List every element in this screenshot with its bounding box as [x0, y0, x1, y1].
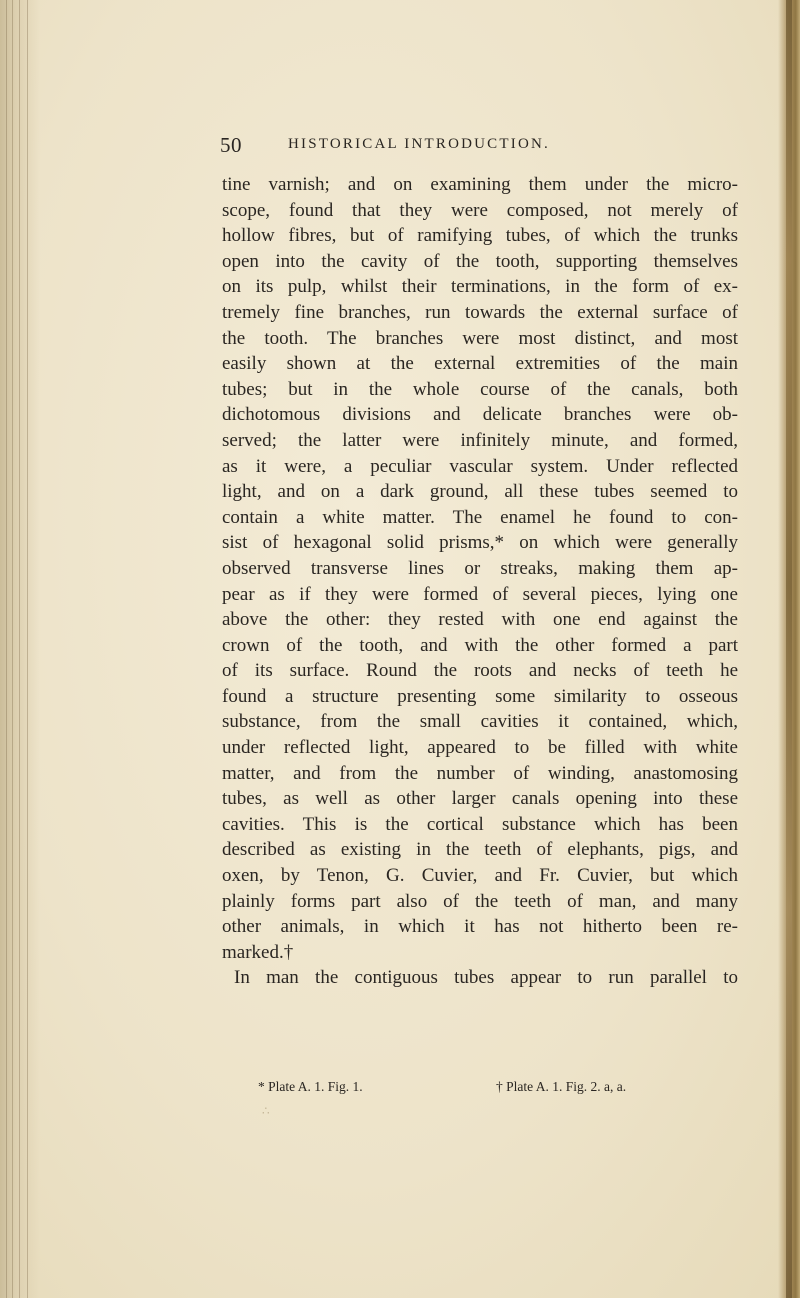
text-line: cavities. This is the cortical substance which has been: [222, 813, 738, 835]
page-number: 50: [220, 133, 242, 157]
text-line: above the other: they rested with one end against the: [222, 609, 738, 631]
text-line: crown of the tooth, and with the other formed a part: [222, 634, 738, 656]
text-line: hollow fibres, but of ramifying tubes, of which the trunks: [222, 225, 738, 247]
text-line: easily shown at the external extremities of the main: [222, 353, 738, 375]
text-line: In man the contiguous tubes appear to run parallel to: [234, 967, 738, 989]
text-line: pear as if they were formed of several pieces, lying one: [222, 583, 738, 605]
text-line: dichotomous divisions and delicate branches were ob-: [222, 404, 738, 426]
text-line: oxen, by Tenon, G. Cuvier, and Fr. Cuvier, but which: [222, 865, 738, 887]
ink-smudge-mark: ∴: [262, 1104, 270, 1118]
text-line: matter, and from the number of winding, anastomosing: [222, 762, 738, 784]
text-line: found a structure presenting some similarity to osseous: [222, 685, 738, 707]
text-line: under reflected light, appeared to be filled with white: [222, 737, 738, 759]
text-line: tubes, as well as other larger canals opening into these: [222, 788, 738, 810]
text-line: on its pulp, whilst their terminations, in the form of ex-: [222, 276, 738, 298]
text-line: sist of hexagonal solid prisms,* on which were generally: [222, 532, 738, 554]
text-line: open into the cavity of the tooth, supporting themselves: [222, 250, 738, 272]
footnotes: [0, 1079, 800, 1099]
text-line: the tooth. The branches were most distinct, and most: [222, 327, 738, 349]
text-line: observed transverse lines or streaks, making them ap-: [222, 557, 738, 579]
page-header: [0, 133, 800, 157]
page-gutter-shadow: [0, 0, 40, 1298]
page-edge-shadow: [786, 0, 792, 1298]
footnote-1: * Plate A. 1. Fig. 1.: [258, 1079, 363, 1094]
text-line: marked.†: [222, 941, 294, 963]
text-line: contain a white matter. The enamel he found to con-: [222, 506, 738, 528]
text-line: of its surface. Round the roots and necks of teeth he: [222, 660, 738, 682]
footnote-2: † Plate A. 1. Fig. 2. a, a.: [496, 1079, 627, 1094]
text-line: light, and on a dark ground, all these tubes seemed to: [222, 481, 738, 503]
text-line: tine varnish; and on examining them under the micro-: [222, 174, 738, 195]
running-head: HISTORICAL INTRODUCTION.: [288, 136, 550, 152]
text-line: tubes; but in the whole course of the canals, both: [222, 378, 738, 400]
text-line: other animals, in which it has not hitherto been re-: [222, 916, 738, 938]
text-line: described as existing in the teeth of elephants, pigs, and: [222, 839, 738, 861]
text-line: scope, found that they were composed, not merely of: [222, 199, 738, 221]
text-line: tremely fine branches, run towards the external surface of: [222, 301, 738, 323]
text-line: as it were, a peculiar vascular system. Under reflected: [222, 455, 738, 477]
text-line: plainly forms part also of the teeth of man, and many: [222, 890, 738, 912]
text-line: served; the latter were infinitely minute, and formed,: [222, 429, 738, 451]
text-line: substance, from the small cavities it contained, which,: [222, 711, 738, 733]
body-text: [222, 172, 738, 991]
